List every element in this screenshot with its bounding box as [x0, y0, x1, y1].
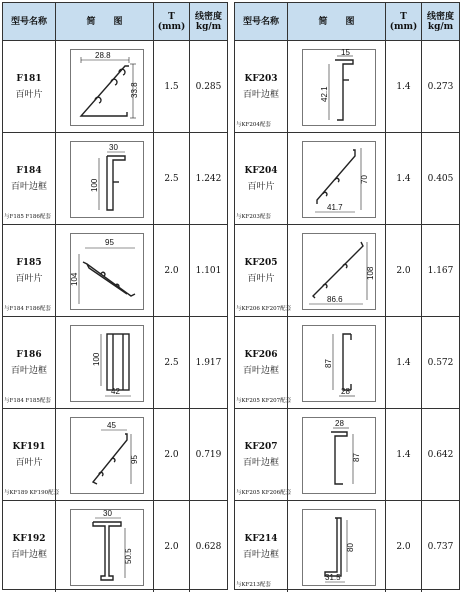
profile-table-right — [234, 2, 460, 590]
model-cell — [235, 501, 287, 592]
thickness-value: 2.0 — [153, 225, 189, 316]
model-name: 百叶边框 — [242, 90, 279, 100]
header-figure: 简 图 — [287, 3, 385, 40]
weight-value: 0.628 — [189, 501, 227, 592]
dim-label: 108 — [366, 266, 375, 280]
model-code: KF191 — [12, 442, 46, 452]
figure-cell — [55, 317, 153, 408]
header-thickness-symbol: T — [168, 11, 175, 22]
dim-label: 50.5 — [124, 548, 133, 564]
thickness-value: 2.0 — [385, 501, 421, 592]
figure-cell — [55, 225, 153, 316]
dim-label: 41.7 — [327, 203, 343, 212]
dim-label: 104 — [70, 272, 79, 286]
model-cell — [3, 501, 55, 592]
figure-cell — [287, 409, 385, 500]
figure-cell — [287, 317, 385, 408]
dim-label: 95 — [105, 238, 114, 247]
header-thickness-symbol: T — [400, 11, 407, 22]
table-row — [3, 317, 227, 409]
table-row — [3, 133, 227, 225]
model-code: F181 — [16, 74, 42, 84]
figure-cell — [55, 501, 153, 592]
profile-table-left — [2, 2, 228, 590]
model-name: 百叶片 — [247, 274, 275, 284]
profile-drawing — [70, 509, 144, 586]
figure-cell — [55, 409, 153, 500]
table-header — [235, 3, 459, 41]
table-row — [235, 225, 459, 317]
thickness-value: 2.0 — [385, 225, 421, 316]
dim-label: 30 — [103, 509, 112, 518]
model-code: F184 — [16, 166, 42, 176]
weight-value: 0.572 — [421, 317, 459, 408]
model-code: KF192 — [12, 534, 46, 544]
dim-label: 86.6 — [327, 295, 343, 304]
thickness-value: 2.5 — [153, 133, 189, 224]
header-weight-unit: kg/m — [195, 21, 222, 32]
profile-drawing — [70, 325, 144, 402]
figure-cell — [287, 133, 385, 224]
model-code: KF206 — [244, 350, 278, 360]
profile-drawing — [302, 233, 376, 310]
weight-value: 1.101 — [189, 225, 227, 316]
pairing-note: 与KF203配套 — [236, 214, 271, 220]
figure-cell — [55, 41, 153, 132]
dim-label: 100 — [92, 352, 101, 366]
model-code: F185 — [16, 258, 42, 268]
header-weight-unit: kg/m — [427, 21, 454, 32]
pairing-note: 与KF206 KF207配套 — [236, 306, 292, 312]
thickness-value: 2.5 — [153, 317, 189, 408]
dim-label: 28 — [341, 387, 350, 396]
model-cell — [3, 41, 55, 132]
weight-value: 0.719 — [189, 409, 227, 500]
pairing-note: 与F184 F186配套 — [4, 306, 51, 312]
dim-label: 95 — [130, 455, 139, 464]
header-weight — [189, 3, 227, 40]
header-figure: 简 图 — [55, 3, 153, 40]
pairing-note: 与KF189 KF190配套 — [4, 490, 60, 496]
profile-drawing — [302, 325, 376, 402]
model-name: 百叶边框 — [10, 366, 47, 376]
model-name: 百叶边框 — [242, 458, 279, 468]
dim-label: 80 — [346, 543, 355, 552]
model-name: 百叶边框 — [10, 550, 47, 560]
weight-value: 1.242 — [189, 133, 227, 224]
thickness-value: 1.4 — [385, 41, 421, 132]
model-code: F186 — [16, 350, 42, 360]
profile-drawing — [70, 417, 144, 494]
model-name: 百叶片 — [15, 90, 43, 100]
model-code: KF214 — [244, 534, 278, 544]
pairing-note: 与KF205 KF206配套 — [236, 490, 292, 496]
model-name: 百叶片 — [15, 274, 43, 284]
model-name: 百叶边框 — [242, 550, 279, 560]
header-model: 型号名称 — [10, 16, 47, 27]
header-weight — [421, 3, 459, 40]
weight-value: 0.285 — [189, 41, 227, 132]
pairing-note: 与F184 F185配套 — [4, 398, 51, 404]
model-name: 百叶边框 — [10, 182, 47, 192]
weight-value: 0.737 — [421, 501, 459, 592]
model-cell — [235, 41, 287, 132]
dim-label: 45 — [107, 421, 116, 430]
table-header — [3, 3, 227, 41]
profile-drawing — [302, 417, 376, 494]
dim-label: 42 — [111, 387, 120, 396]
profile-drawing — [70, 49, 144, 126]
table-row — [3, 501, 227, 592]
weight-value: 1.167 — [421, 225, 459, 316]
model-cell — [3, 317, 55, 408]
table-row — [3, 409, 227, 501]
model-name: 百叶片 — [247, 182, 275, 192]
pairing-note: 与KF213配套 — [236, 582, 271, 588]
table-row — [3, 41, 227, 133]
dim-label: 31.5 — [325, 573, 341, 582]
profile-drawing — [302, 49, 376, 126]
dim-label: 42.1 — [320, 86, 329, 102]
pairing-note: 与KF204配套 — [236, 122, 271, 128]
header-thickness-unit: (mm) — [389, 21, 418, 32]
table-row — [235, 317, 459, 409]
dim-label: 15 — [341, 48, 350, 57]
header-thickness — [385, 3, 421, 40]
dim-label: 100 — [90, 178, 99, 192]
dim-label: 28 — [335, 419, 344, 428]
model-cell — [3, 409, 60, 500]
thickness-value: 1.5 — [153, 41, 189, 132]
model-code: KF204 — [244, 166, 278, 176]
table-row — [235, 501, 459, 592]
model-cell — [235, 317, 292, 408]
header-thickness — [153, 3, 189, 40]
pairing-note: 与F185 F186配套 — [4, 214, 51, 220]
weight-value: 1.917 — [189, 317, 227, 408]
dim-label: 70 — [360, 175, 369, 184]
figure-cell — [287, 41, 385, 132]
header-weight-label: 线密度 — [426, 11, 454, 22]
weight-value: 0.273 — [421, 41, 459, 132]
thickness-value: 1.4 — [385, 409, 421, 500]
model-code: KF207 — [244, 442, 278, 452]
figure-cell — [55, 133, 153, 224]
header-model: 型号名称 — [242, 16, 279, 27]
model-cell — [235, 225, 292, 316]
weight-value: 0.405 — [421, 133, 459, 224]
weight-value: 0.642 — [421, 409, 459, 500]
dim-label: 87 — [324, 359, 333, 368]
profile-drawing — [70, 233, 144, 310]
table-row — [235, 41, 459, 133]
header-weight-label: 线密度 — [194, 11, 222, 22]
table-row — [235, 409, 459, 501]
profile-drawing — [70, 141, 144, 218]
pairing-note: 与KF205 KF207配套 — [236, 398, 292, 404]
profile-drawing — [302, 141, 376, 218]
model-name: 百叶片 — [15, 458, 43, 468]
profile-drawing — [302, 509, 376, 586]
model-cell — [235, 133, 287, 224]
thickness-value: 1.4 — [385, 317, 421, 408]
model-cell — [3, 133, 55, 224]
model-name: 百叶边框 — [242, 366, 279, 376]
model-code: KF205 — [244, 258, 278, 268]
dim-label: 33.8 — [130, 82, 139, 98]
model-cell — [3, 225, 55, 316]
thickness-value: 2.0 — [153, 501, 189, 592]
dim-label: 28.8 — [95, 51, 111, 60]
dim-label: 30 — [109, 143, 118, 152]
dim-label: 87 — [352, 453, 361, 462]
table-row — [235, 133, 459, 225]
header-thickness-unit: (mm) — [157, 21, 186, 32]
table-row — [3, 225, 227, 317]
thickness-value: 1.4 — [385, 133, 421, 224]
figure-cell — [287, 501, 385, 592]
thickness-value: 2.0 — [153, 409, 189, 500]
model-code: KF203 — [244, 74, 278, 84]
model-cell — [235, 409, 292, 500]
figure-cell — [287, 225, 385, 316]
